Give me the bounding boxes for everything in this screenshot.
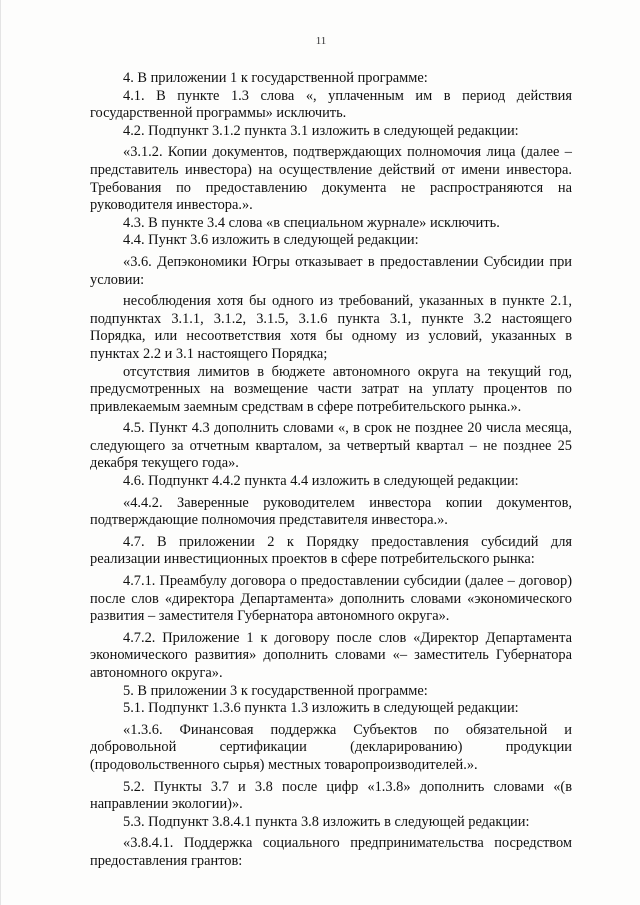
paragraph-4-4-2-quote: «4.4.2. Заверенные руководителем инвестора копии документов, подтверждающие полномочия представителя инвестора.». [90,494,572,529]
paragraph-4-2: 4.2. Подпункт 3.1.2 пункта 3.1 изложить в следующей редакции: [123,122,519,139]
paragraph-5-2: 5.2. Пункты 3.7 и 3.8 после цифр «1.3.8» дополнить словами «(в направлении экологии)». [90,778,572,813]
paragraph-condition-1: несоблюдения хотя бы одного из требований, указанных в пункте 2.1, подпунктах 3.1.1, 3.1.2, 3.1.5, 3.1.6 пункта 3.1, пункте 3.2 настоящего Порядка, или несоответствия хотя бы одному из условий, указанных в пунктах 2.2 и 3.1 настоящего Порядка; [90,293,572,362]
paragraph-5-3: 5.3. Подпункт 3.8.4.1 пункта 3.8 изложить в следующей редакции: [123,813,530,830]
paragraph-4-4: 4.4. Пункт 3.6 изложить в следующей редакции: [123,232,419,249]
paragraph-3-1-2-quote: «3.1.2. Копии документов, подтверждающих полномочия лица (далее – представитель инвестора) на осуществление действий от имени инвестора. Требования по предоставлению документа не распространяются на руководителя инвестора.». [90,144,572,214]
paragraph-5: 5. В приложении 3 к государственной программе: [123,682,428,699]
paragraph-4-5: 4.5. Пункт 4.3 дополнить словами «, в срок не позднее 20 числа месяца, следующего за отчетным кварталом, за четвертый квартал – не позднее 25 декабря текущего года». [90,420,572,472]
paragraph-4-7-2: 4.7.2. Приложение 1 к договору после слов «Директор Департамента экономического развития» дополнить словами «– заместитель Губернатора автономного округа». [90,629,572,681]
paragraph-3-8-4-1-quote: «3.8.4.1. Поддержка социального предпринимательства посредством предоставления грантов: [90,835,572,869]
paragraph-5-1: 5.1. Подпункт 1.3.6 пункта 1.3 изложить в следующей редакции: [123,700,519,717]
paragraph-4-7-1: 4.7.1. Преамбулу договора о предоставлении субсидии (далее – договор) после слов «директора Департамента» дополнить словами «экономического развития – заместителя Губернатора автономного округа». [90,573,572,625]
paragraph-condition-2: отсутствия лимитов в бюджете автономного округа на текущий год, предусмотренных на возмещение части затрат на уплату процентов по привлекаемым заемным средствам в сфере потребительского рынка.». [90,363,572,415]
paragraph-3-6-quote: «3.6. Депэкономики Югры отказывает в предоставлении Субсидии при условии: [90,253,572,288]
paragraph-4-7: 4.7. В приложении 2 к Порядку предоставления субсидий для реализации инвестиционных проектов в сфере потребительского рынка: [90,533,572,568]
paragraph-4-6: 4.6. Подпункт 4.4.2 пункта 4.4 изложить в следующей редакции: [123,473,519,490]
document-body [90,70,572,871]
paragraph-4-3: 4.3. В пункте 3.4 слова «в специальном журнале» исключить. [123,214,500,231]
page-number: 11 [315,35,327,47]
paragraph-4: 4. В приложении 1 к государственной программе: [123,70,428,86]
paragraph-4-1: 4.1. В пункте 1.3 слова «, уплаченным им в период действия государственной программы» исключить. [90,87,572,122]
paragraph-1-3-6-quote: «1.3.6. Финансовая поддержка Субъектов по обязательной и добровольной сертификации (декларированию) продукции (продовольственного сырья) местных товаропроизводителей.». [90,721,572,773]
